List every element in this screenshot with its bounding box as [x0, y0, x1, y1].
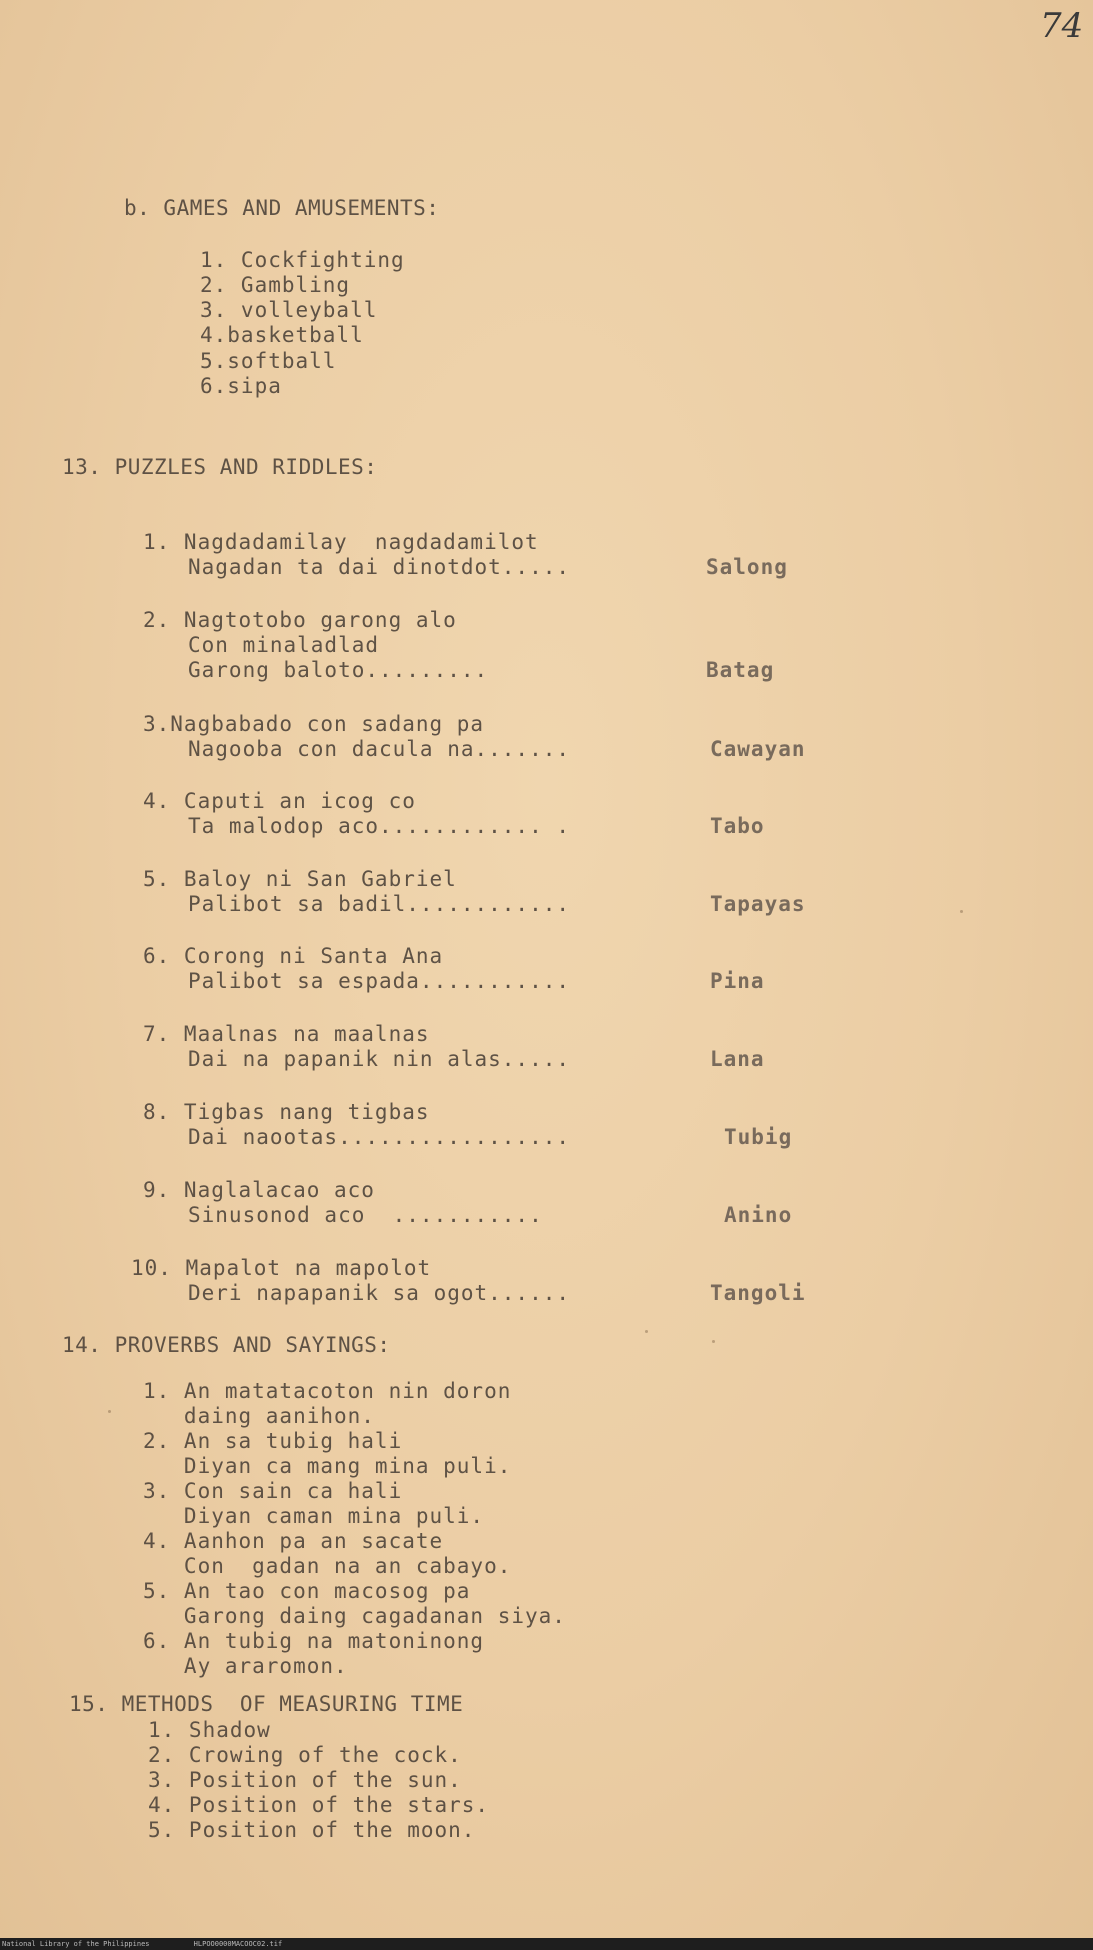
- riddle-answer: Pina: [710, 969, 765, 993]
- riddle-line: 8. Tigbas nang tigbas: [143, 1100, 430, 1124]
- footer-filename: HLPOO0000MACOOC02.tif: [193, 1940, 283, 1948]
- proverb-line: 3. Con sain ca hali: [143, 1479, 403, 1503]
- time-heading: 15. METHODS OF MEASURING TIME: [69, 1692, 464, 1716]
- proverb-line: 1. An matatacoton nin doron: [143, 1379, 512, 1403]
- riddle-line: Con minaladlad: [188, 633, 380, 657]
- proverb-line: 5. An tao con macosog pa: [143, 1579, 471, 1603]
- time-item: 4. Position of the stars.: [148, 1793, 490, 1817]
- proverb-line: Garong daing cagadanan siya.: [143, 1604, 566, 1628]
- riddle-line: 4. Caputi an icog co: [143, 789, 416, 813]
- riddle-answer: Cawayan: [710, 737, 806, 761]
- riddle-answer: Lana: [710, 1047, 765, 1071]
- proverb-line: Con gadan na an cabayo.: [143, 1554, 512, 1578]
- proverb-line: daing aanihon.: [143, 1404, 375, 1428]
- time-item: 1. Shadow: [148, 1718, 271, 1742]
- proverb-line: 4. Aanhon pa an sacate: [143, 1529, 444, 1553]
- riddle-line: Dai naootas.................: [188, 1125, 571, 1149]
- riddle-line: Garong baloto.........: [188, 658, 489, 682]
- riddle-line: Nagooba con dacula na.......: [188, 737, 571, 761]
- riddle-line: Ta malodop aco............ .: [188, 814, 571, 838]
- games-heading: b. GAMES AND AMUSEMENTS:: [124, 196, 440, 220]
- time-item: 3. Position of the sun.: [148, 1768, 462, 1792]
- paper-speck: [960, 910, 963, 913]
- riddle-line: 1. Nagdadamilay nagdadamilot: [143, 530, 539, 554]
- riddle-line: Deri napapanik sa ogot......: [188, 1281, 571, 1305]
- games-item: 1. Cockfighting: [200, 248, 405, 272]
- riddle-answer: Tabo: [710, 814, 765, 838]
- games-item: 2. Gambling: [200, 273, 351, 297]
- riddle-line: 6. Corong ni Santa Ana: [143, 944, 444, 968]
- time-item: 5. Position of the moon.: [148, 1818, 476, 1842]
- riddle-answer: Tangoli: [710, 1281, 806, 1305]
- page-number: 74: [1040, 6, 1084, 46]
- riddle-line: Nagadan ta dai dinotdot.....: [188, 555, 571, 579]
- riddle-answer: Tapayas: [710, 892, 806, 916]
- proverb-line: 2. An sa tubig hali: [143, 1429, 403, 1453]
- paper-speck: [712, 1340, 715, 1343]
- games-item: 5.softball: [200, 349, 337, 373]
- riddle-line: 9. Naglalacao aco: [143, 1178, 375, 1202]
- riddle-line: 3.Nagbabado con sadang pa: [143, 712, 485, 736]
- footer-library: National Library of the Philippines: [2, 1940, 150, 1948]
- riddle-line: Dai na papanik nin alas.....: [188, 1047, 571, 1071]
- proverb-line: 6. An tubig na matoninong: [143, 1629, 485, 1653]
- riddle-line: 10. Mapalot na mapolot: [131, 1256, 432, 1280]
- games-item: 3. volleyball: [200, 298, 378, 322]
- proverbs-heading: 14. PROVERBS AND SAYINGS:: [62, 1333, 391, 1357]
- time-item: 2. Crowing of the cock.: [148, 1743, 462, 1767]
- riddle-line: Palibot sa badil............: [188, 892, 571, 916]
- riddle-line: 2. Nagtotobo garong alo: [143, 608, 457, 632]
- proverb-line: Ay araromon.: [143, 1654, 348, 1678]
- games-item: 4.basketball: [200, 323, 364, 347]
- riddle-answer: Tubig: [724, 1125, 793, 1149]
- riddle-line: 7. Maalnas na maalnas: [143, 1022, 430, 1046]
- paper-speck: [108, 1410, 111, 1413]
- riddle-line: Palibot sa espada...........: [188, 969, 571, 993]
- puzzles-heading: 13. PUZZLES AND RIDDLES:: [62, 455, 378, 479]
- paper-speck: [645, 1330, 648, 1333]
- riddle-answer: Anino: [724, 1203, 793, 1227]
- riddle-line: Sinusonod aco ...........: [188, 1203, 543, 1227]
- riddle-answer: Batag: [706, 658, 775, 682]
- proverb-line: Diyan ca mang mina puli.: [143, 1454, 512, 1478]
- riddle-answer: Salong: [706, 555, 788, 579]
- games-item: 6.sipa: [200, 374, 282, 398]
- proverb-line: Diyan caman mina puli.: [143, 1504, 485, 1528]
- scan-footer: [0, 1938, 1093, 1950]
- riddle-line: 5. Baloy ni San Gabriel: [143, 867, 457, 891]
